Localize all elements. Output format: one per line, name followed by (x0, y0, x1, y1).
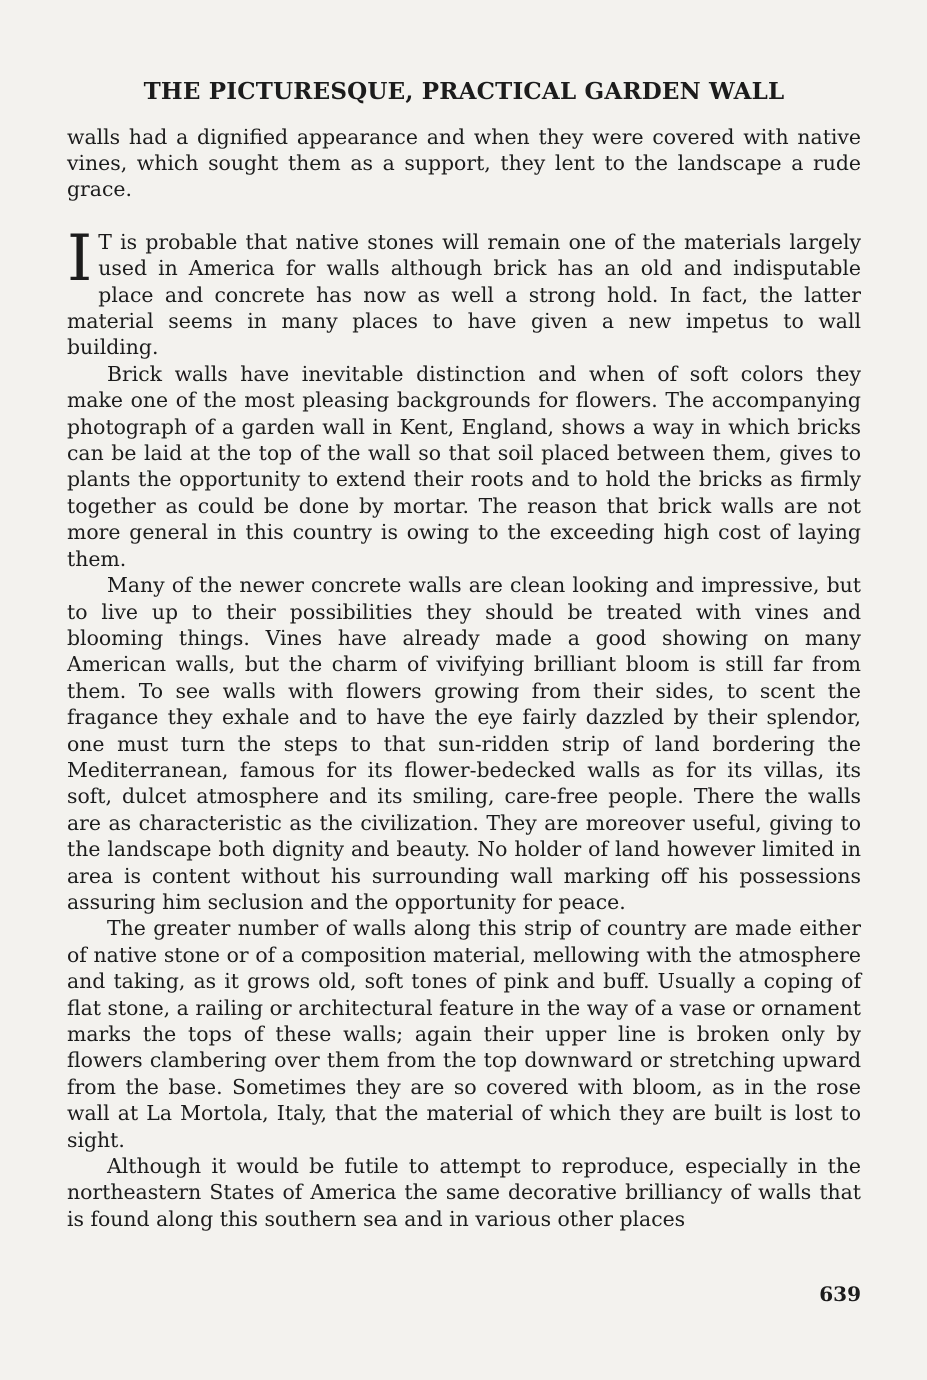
running-head: THE PICTURESQUE, PRACTICAL GARDEN WALL (143, 78, 785, 105)
paragraph-reproduce: Although it would be futile to attempt to reproduce, especially in the northeastern States of America the same decorative brilliancy of walls that is found along this southern sea and in various other places (67, 1154, 861, 1231)
paragraph-concrete-walls: Many of the newer concrete walls are clean looking and impressive, but to live up to their possibilities they should be treated with vines and blooming things. Vines have already made a good showing on many American walls, but the charm of vivifying brilliant bloom is still far from them. To see walls with flowers growing from their sides, to scent the fragance they exhale and to have the eye fairly dazzled by their splendor, one must turn the steps to that sun-ridden strip of land bordering the Mediterranean, famous for its flower-bedecked walls as for its villas, its soft, dulcet atmosphere and its smiling, care-free people. There the walls are as characteristic as the civilization. They are moreover useful, giving to the landscape both dignity and beauty. No holder of land however limited in area is content without his surrounding wall marking off his possessions assuring him seclusion and the opportunity for peace. (67, 573, 861, 914)
page-number: 639 (819, 1282, 861, 1306)
drop-cap-letter: I (67, 221, 93, 296)
paragraph-brick-walls: Brick walls have inevitable distinction and when of soft colors they make one of the most pleasing backgrounds for flowers. The accompanying photograph of a garden wall in Kent, England, shows a way in which bricks can be laid at the top of the wall so that soil placed between them, gives to plants the opportunity to extend their roots and to hold the bricks as firmly together as could be done by mortar. The reason that brick walls are not more general in this country is owing to the exceeding high cost of laying them. (67, 361, 861, 571)
paragraph-continuation: walls had a dignified appearance and when they were covered with native vines, which sought them as a support, they lent to the landscape a rude grace. (67, 124, 861, 202)
body-text (67, 124, 861, 1233)
paragraph-drop-cap-text: T is probable that native stones will remain one of the materials largely used in America for walls although brick has an old and indisputable place and concrete has now as well a strong hold. In fact, the latter material seems in many places to have given a new impetus to wall building. (67, 229, 861, 360)
paragraph-drop-cap (67, 221, 861, 361)
page (67, 78, 861, 1232)
paragraph-mediterranean-walls: The greater number of walls along this strip of country are made either of native stone or of a composition material, mellowing with the atmosphere and taking, as it grows old, soft tones of pink and buff. Usually a coping of flat stone, a railing or architectural feature in the way of a vase or ornament marks the tops of these walls; again their upper line is broken only by flowers clambering over them from the top downward or stretching upward from the base. Sometimes they are so covered with bloom, as in the rose wall at La Mortola, Italy, that the material of which they are built is lost to sight. (67, 916, 861, 1152)
